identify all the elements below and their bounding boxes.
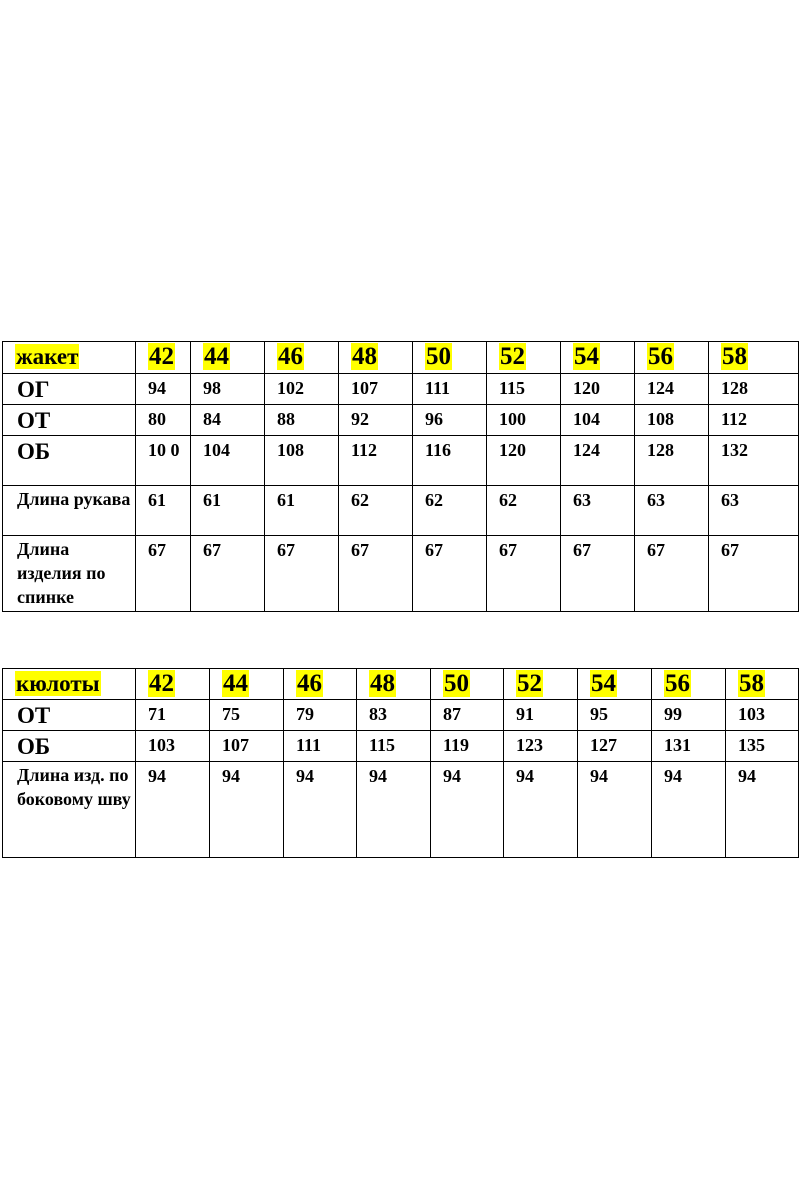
table-row bbox=[3, 536, 799, 612]
size-header-cell bbox=[136, 342, 191, 374]
table-cell: 120 bbox=[487, 436, 561, 486]
table-cell: 108 bbox=[635, 405, 709, 436]
table-cell: 102 bbox=[265, 374, 339, 405]
table-cell: 94 bbox=[136, 762, 210, 858]
size-header-cell bbox=[413, 342, 487, 374]
size-header-cell bbox=[652, 669, 726, 700]
size-header: 52 bbox=[500, 343, 525, 370]
table-cell: 88 bbox=[265, 405, 339, 436]
table-cell: 87 bbox=[431, 700, 504, 731]
table-cell: 115 bbox=[487, 374, 561, 405]
table-cell: 94 bbox=[504, 762, 578, 858]
table-cell: 124 bbox=[635, 374, 709, 405]
table-cell: 120 bbox=[561, 374, 635, 405]
culottes-header-row bbox=[3, 669, 799, 700]
table-cell: 98 bbox=[191, 374, 265, 405]
size-header: 58 bbox=[739, 670, 764, 697]
size-header: 44 bbox=[223, 670, 248, 697]
size-header: 44 bbox=[204, 343, 229, 370]
table-cell: 112 bbox=[339, 436, 413, 486]
table-cell: 67 bbox=[339, 536, 413, 612]
size-header-cell bbox=[709, 342, 799, 374]
table-cell: 61 bbox=[136, 486, 191, 536]
table-cell: 119 bbox=[431, 731, 504, 762]
table-cell: 94 bbox=[578, 762, 652, 858]
jacket-title-cell bbox=[3, 342, 136, 374]
table-cell: 128 bbox=[709, 374, 799, 405]
size-header-cell bbox=[578, 669, 652, 700]
table-cell: 104 bbox=[191, 436, 265, 486]
row-label: Длина рукава bbox=[3, 486, 136, 536]
size-header: 52 bbox=[517, 670, 542, 697]
table-cell: 84 bbox=[191, 405, 265, 436]
table-cell: 111 bbox=[284, 731, 357, 762]
size-header-cell bbox=[284, 669, 357, 700]
size-header-cell bbox=[487, 342, 561, 374]
size-header: 56 bbox=[665, 670, 690, 697]
table-cell: 124 bbox=[561, 436, 635, 486]
size-header: 56 bbox=[648, 343, 673, 370]
culottes-title: кюлоты bbox=[16, 671, 100, 696]
table-cell: 107 bbox=[339, 374, 413, 405]
size-header-cell bbox=[210, 669, 284, 700]
table-cell: 62 bbox=[413, 486, 487, 536]
table-cell: 107 bbox=[210, 731, 284, 762]
table-cell: 94 bbox=[652, 762, 726, 858]
table-cell: 103 bbox=[136, 731, 210, 762]
table-cell: 115 bbox=[357, 731, 431, 762]
table-cell: 94 bbox=[726, 762, 799, 858]
table-cell: 104 bbox=[561, 405, 635, 436]
table-cell: 61 bbox=[191, 486, 265, 536]
jacket-size-table bbox=[2, 341, 799, 612]
size-header: 48 bbox=[370, 670, 395, 697]
size-header: 50 bbox=[426, 343, 451, 370]
table-row bbox=[3, 374, 799, 405]
table-cell: 61 bbox=[265, 486, 339, 536]
size-header: 48 bbox=[352, 343, 377, 370]
table-cell: 80 bbox=[136, 405, 191, 436]
size-header-cell bbox=[191, 342, 265, 374]
table-cell: 135 bbox=[726, 731, 799, 762]
table-row bbox=[3, 731, 799, 762]
table-cell: 99 bbox=[652, 700, 726, 731]
table-cell: 92 bbox=[339, 405, 413, 436]
size-header: 42 bbox=[149, 670, 174, 697]
culottes-size-table bbox=[2, 668, 799, 858]
table-cell: 103 bbox=[726, 700, 799, 731]
size-header: 46 bbox=[297, 670, 322, 697]
size-header: 58 bbox=[722, 343, 747, 370]
size-header: 42 bbox=[149, 343, 174, 370]
table-cell: 94 bbox=[136, 374, 191, 405]
table-cell: 63 bbox=[709, 486, 799, 536]
row-label: Длина изделия по спинке bbox=[3, 536, 136, 612]
jacket-header-row bbox=[3, 342, 799, 374]
table-row bbox=[3, 762, 799, 858]
table-cell: 62 bbox=[487, 486, 561, 536]
table-cell: 62 bbox=[339, 486, 413, 536]
table-cell: 67 bbox=[191, 536, 265, 612]
size-header-cell bbox=[339, 342, 413, 374]
table-cell: 116 bbox=[413, 436, 487, 486]
table-row bbox=[3, 700, 799, 731]
size-header-cell bbox=[504, 669, 578, 700]
size-header-cell bbox=[561, 342, 635, 374]
table-cell: 63 bbox=[561, 486, 635, 536]
table-cell: 67 bbox=[561, 536, 635, 612]
table-cell: 94 bbox=[284, 762, 357, 858]
size-header: 46 bbox=[278, 343, 303, 370]
table-cell: 91 bbox=[504, 700, 578, 731]
table-cell: 67 bbox=[136, 536, 191, 612]
table-row bbox=[3, 486, 799, 536]
table-cell: 100 bbox=[487, 405, 561, 436]
table-cell: 112 bbox=[709, 405, 799, 436]
table-row bbox=[3, 405, 799, 436]
size-header-cell bbox=[635, 342, 709, 374]
table-cell: 83 bbox=[357, 700, 431, 731]
table-cell: 128 bbox=[635, 436, 709, 486]
size-header: 54 bbox=[591, 670, 616, 697]
size-header-cell bbox=[357, 669, 431, 700]
table-cell: 63 bbox=[635, 486, 709, 536]
row-label: ОБ bbox=[3, 731, 136, 762]
table-cell: 67 bbox=[413, 536, 487, 612]
row-label: Длина изд. по боковому шву bbox=[3, 762, 136, 858]
row-label: ОТ bbox=[3, 700, 136, 731]
table-cell: 75 bbox=[210, 700, 284, 731]
jacket-title: жакет bbox=[16, 344, 79, 369]
size-header-cell bbox=[265, 342, 339, 374]
row-label: ОГ bbox=[3, 374, 136, 405]
table-cell: 10 0 bbox=[136, 436, 191, 486]
row-label: ОБ bbox=[3, 436, 136, 486]
table-cell: 131 bbox=[652, 731, 726, 762]
size-header-cell bbox=[431, 669, 504, 700]
table-cell: 94 bbox=[210, 762, 284, 858]
table-cell: 111 bbox=[413, 374, 487, 405]
table-cell: 71 bbox=[136, 700, 210, 731]
table-row bbox=[3, 436, 799, 486]
table-cell: 132 bbox=[709, 436, 799, 486]
table-cell: 67 bbox=[487, 536, 561, 612]
table-cell: 79 bbox=[284, 700, 357, 731]
size-header-cell bbox=[726, 669, 799, 700]
table-cell: 94 bbox=[357, 762, 431, 858]
table-cell: 123 bbox=[504, 731, 578, 762]
table-cell: 108 bbox=[265, 436, 339, 486]
culottes-title-cell bbox=[3, 669, 136, 700]
table-cell: 67 bbox=[635, 536, 709, 612]
table-cell: 67 bbox=[709, 536, 799, 612]
size-header-cell bbox=[136, 669, 210, 700]
size-header: 50 bbox=[444, 670, 469, 697]
table-cell: 67 bbox=[265, 536, 339, 612]
size-header: 54 bbox=[574, 343, 599, 370]
row-label: ОТ bbox=[3, 405, 136, 436]
table-cell: 96 bbox=[413, 405, 487, 436]
table-cell: 127 bbox=[578, 731, 652, 762]
table-cell: 95 bbox=[578, 700, 652, 731]
table-cell: 94 bbox=[431, 762, 504, 858]
